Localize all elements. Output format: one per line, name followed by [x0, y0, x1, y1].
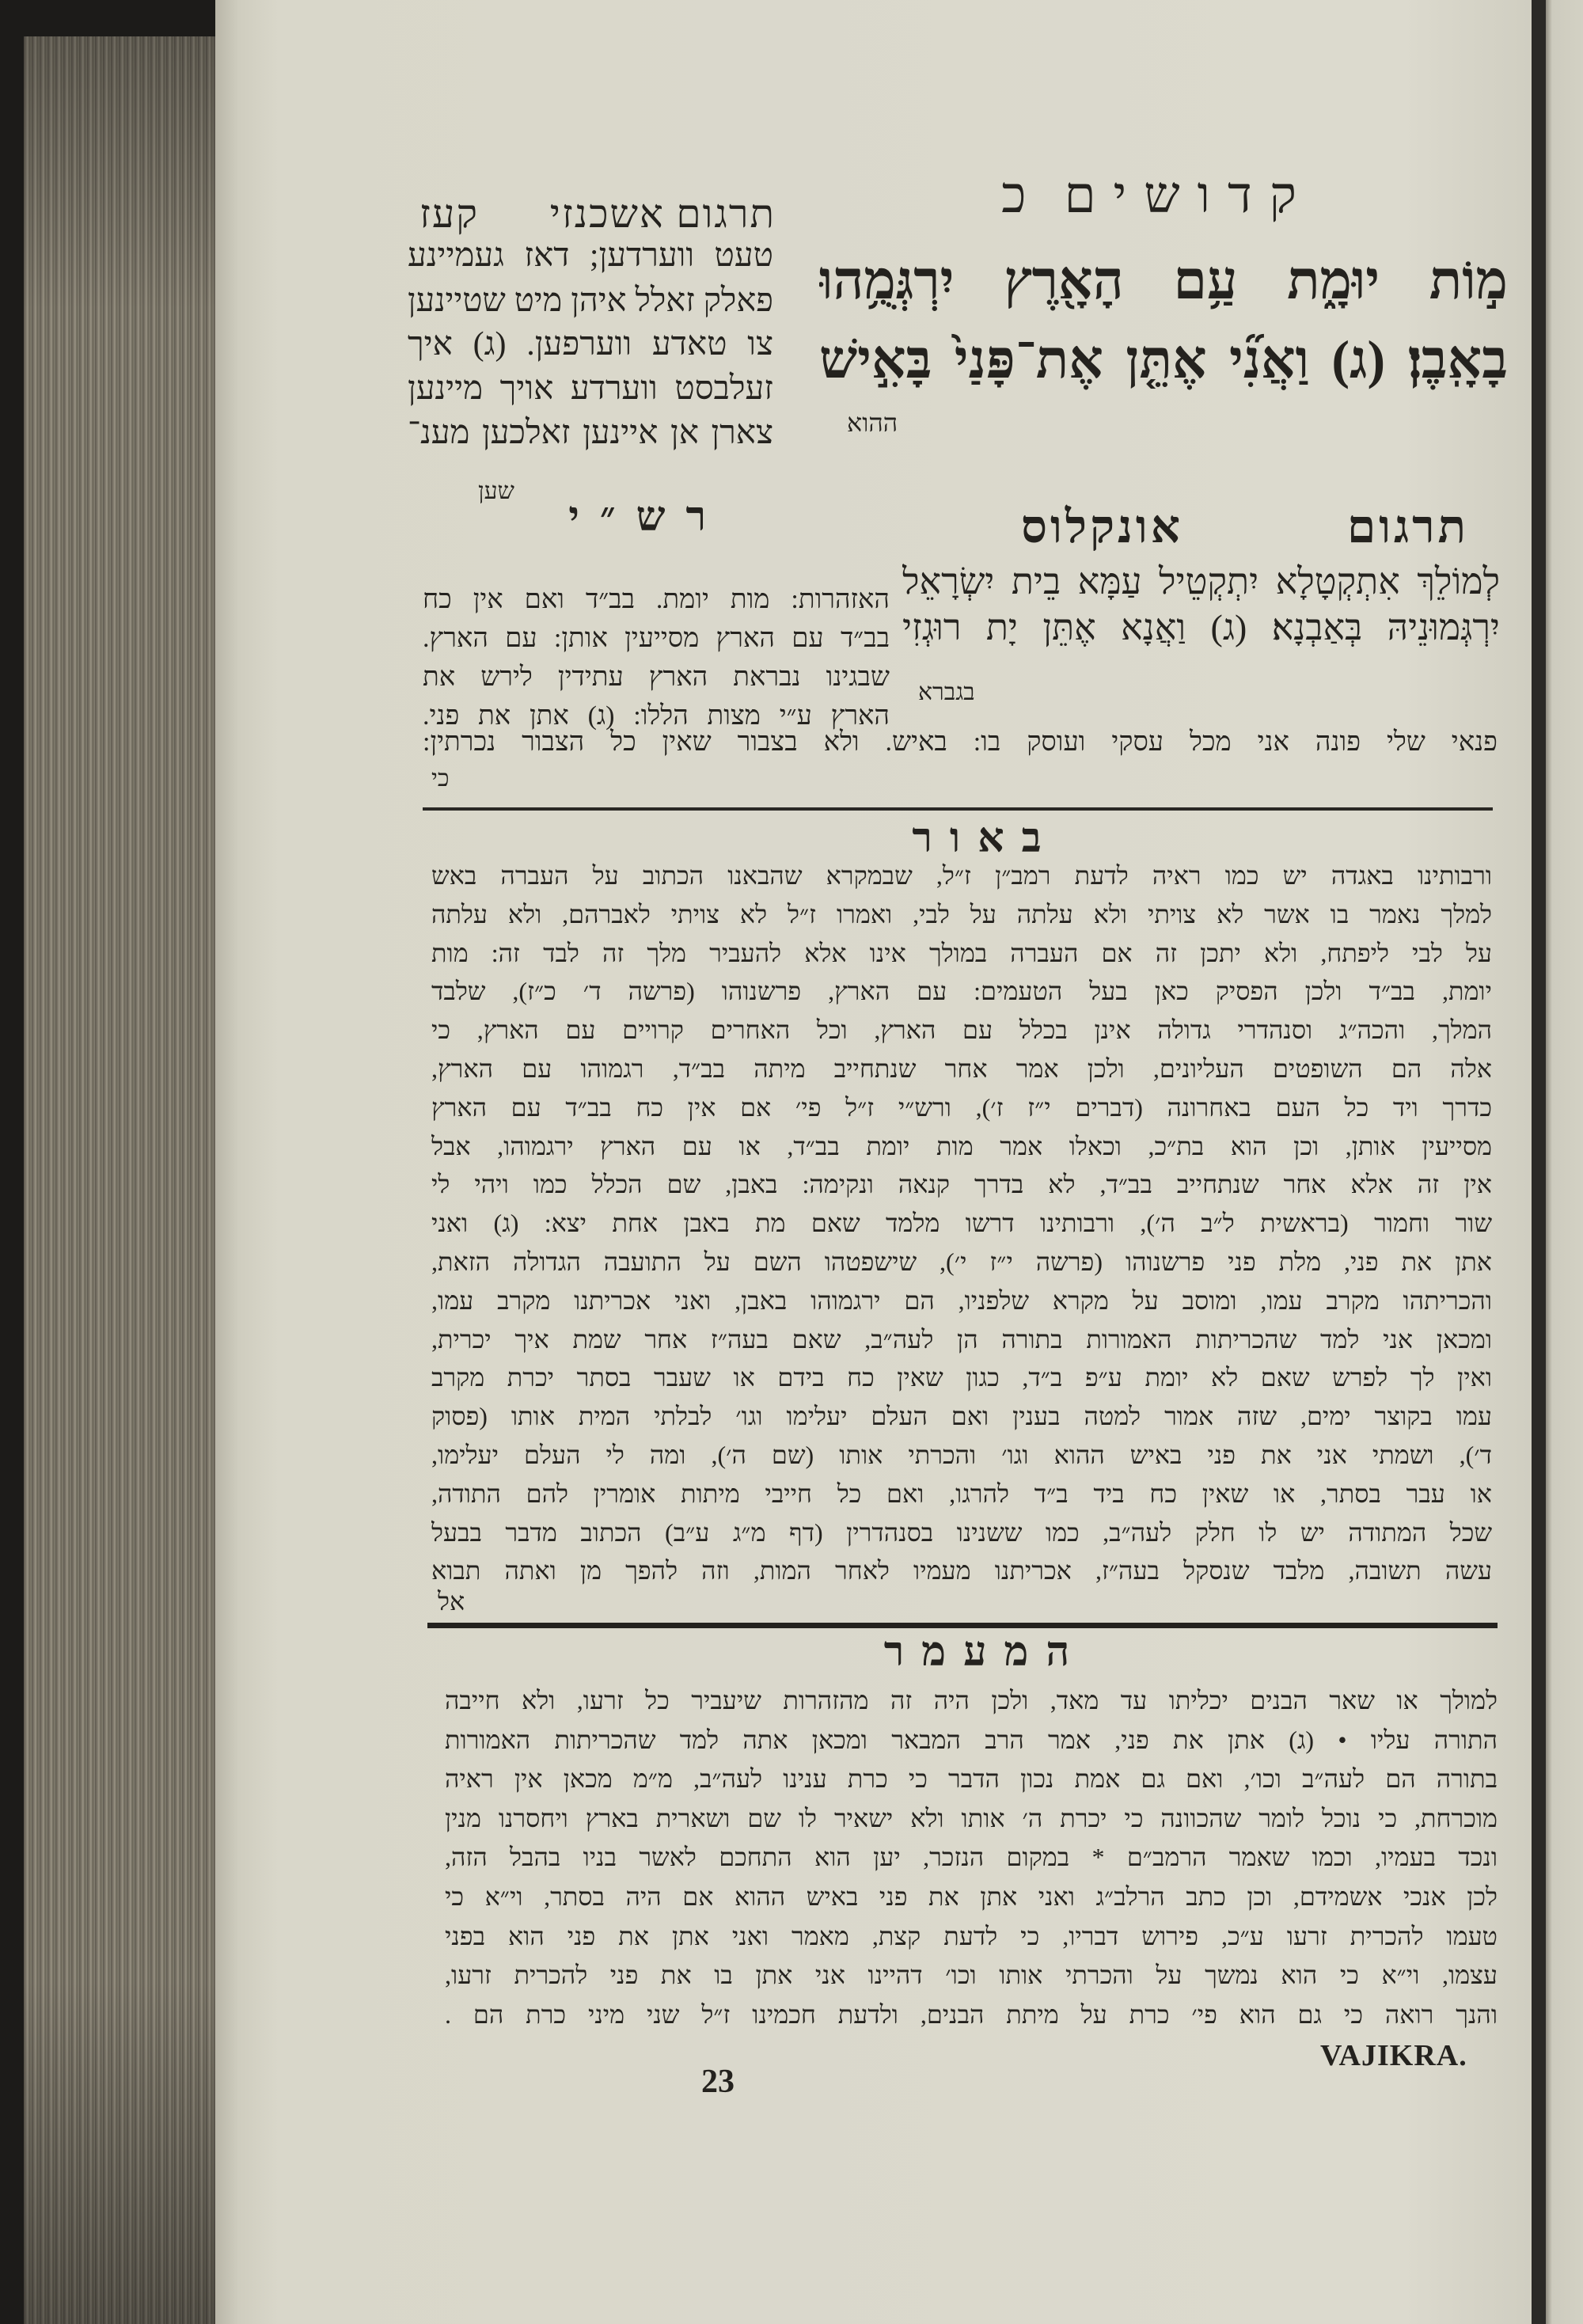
scripture-line: מ֣וֹת יוּמָ֑ת עַ֥ם הָאָ֖רֶץ יִרְגְּמֻ֥הוּ: [819, 250, 1508, 310]
hameamer-line: מוכרחת, כי נוכל לומר שהכוונה כי יכרת ה׳ אותו ולא ישאיר לו שם ושארית בארץ ויחסרנו מנין: [445, 1803, 1498, 1832]
translation-line: טעט ווערדען; דאז געמיינע: [408, 237, 773, 274]
biur-text: [431, 856, 1492, 1590]
biur-line: שכל המתודה יש לו חלק לעה״ב, כמו ששנינו בסנהדרין (דף מ״ג ע״ב) הכתוב מדבר בבעל: [431, 1517, 1492, 1547]
facing-page-edge: [1546, 0, 1583, 2324]
biur-line: המלך, והכה״ג וסנהדרי גדולה אינן בכלל עם הארץ, וכל האחרים קרויים עם הארץ, כי: [431, 1016, 1492, 1045]
biur-line: והכריתהו מקרב עמו, ומוסב על מקרא שלפניו, הם ירגמוהו באבן, ואני אכריתנו מקרב עמו,: [431, 1285, 1492, 1315]
biur-line: כדרך ויד כל העם באחרונה (דברים י״ז ז׳), ורש״י ז״ל פי׳ אם אין כח בב״ד עם הארץ: [431, 1092, 1492, 1122]
heavy-section-divider: [427, 1623, 1498, 1628]
hameamer-text: [445, 1681, 1498, 2034]
page-number: 23: [701, 2064, 735, 2100]
hameamer-line: בתורה הם לעה״ב וכו׳, ואם גם אמת נכון הדבר כי כרת ענינו לעה״ב, מ״מ מכאן אין ראיה: [445, 1764, 1498, 1794]
onkelos-line: לְמוֹלֵךְ אִתְקְטָלָא יִתְקְטֵיל עַמָּא בֵית יִשְׂרָאֵל: [902, 561, 1500, 602]
translation-catchword: שען: [478, 478, 514, 504]
rashi-catchword: כי: [431, 765, 450, 792]
biur-line: אתן את פני, מלת פני פרשנוהו (פרשה י״ז י׳), שישפטהו השם על התועבה הגדולה הזאת,: [431, 1247, 1492, 1276]
translation-line: צארן אן איינען זאלכען מענ־: [408, 415, 773, 451]
hameamer-line: והנך רואה כי גם הוא פי׳ כרת על מיתת הבנים, ולדעת חכמינו ז״ל שני מיני כרת הם .: [445, 1999, 1498, 2029]
biur-line: אין זה אלא אחר שנתחייב בב״ד, לא בדרך קנאה ונקימה: באבן, שם הכלל כמו ויהי לי: [431, 1170, 1492, 1199]
scripture-catchword: ההוא: [847, 408, 898, 437]
translation-line: צו טאדע ווערפען. (ג) איך: [408, 326, 773, 363]
hebrew-page-number: קעז: [419, 192, 479, 236]
translation-title: תרגום אשכנזי: [549, 192, 776, 236]
biur-line: יומת, בב״ד ולכן הפסיק כאן בעל הטעמים: עם הארץ, פרשנוהו (פרשה ד׳ כ״ז), שלבד: [431, 977, 1492, 1006]
running-head-translation: [419, 190, 776, 237]
scripture-text: [819, 241, 1508, 399]
signature-mark: VAJIKRA.: [1320, 2039, 1467, 2072]
translation-line: זעלבסט ווערדע אויך מיינען: [408, 370, 773, 407]
biur-line: מסייעין אותן, וכן הוא בת״כ, וכאלו אמר מות יומת בב״ד, או עם הארץ ירגמוהו, אבל: [431, 1131, 1492, 1160]
rashi-line: האזהרות: מות יומת. בב״ד ואם אין כח: [423, 585, 890, 614]
hameamer-line: לכן אנכי אשמידם, וכן כתב הרלב״ג ואני אתן את פני באיש ההוא אם היה בסתר, וי״א כי: [445, 1882, 1498, 1911]
biur-line: ורבותינו באגדה יש כמו ראיה לדעת רמב״ן ז״ל, שבמקרא שהבאנו הכתוב על העברה באש: [431, 861, 1492, 890]
chapter-number: כ: [1001, 167, 1027, 223]
biur-line: עשה תשובה, מלבד שנסקל בעה״ז, אכריתנו מעמיו לאחר המות, וזה להפך מן ואתה תבוא: [431, 1556, 1492, 1585]
biur-line: ומכאן אני למד שהכריתות האמורות בתורה הן לעה״ב, שאם בעה״ז אחר שמת איך יכרית,: [431, 1324, 1492, 1354]
biur-line: ואין לך לפרש שאם לא יומת ע״פ ב״ד, כגון שאין כח בידם או שעבר בסתר יכרת מקרב: [431, 1363, 1492, 1392]
rashi-line: בב״ד עם הארץ מסייעין אותן: עם הארץ.: [423, 624, 890, 653]
running-head-parsha: [1001, 168, 1314, 223]
translation-line: פאלק זאלל איהן מיט שטיינען: [408, 282, 773, 318]
hameamer-heading: המעמר: [883, 1630, 1088, 1675]
biur-heading: באור: [912, 816, 1059, 861]
rashi-full-width-line: פנאי שלי פונה אני מכל עסקי ועוסק בו: באיש. ולא בצבור שאין כל הצבור נכרתין:: [423, 727, 1498, 757]
rashi-line: הארץ ע״י מצות הללו: (ג) אתן את פני.: [423, 701, 890, 731]
onkelos-catchword: בגברא: [918, 679, 975, 705]
hameamer-line: טעמו להכרית זרעו ע״כ, פירוש דבריו, כי לדעת קצת, מאמר ואני אתן את פני הוא בפני: [445, 1921, 1498, 1950]
hameamer-line: התורה עליו • (ג) אתן את פני, אמר הרב המבאר ומכאן אתה למד שהכריתות האמורות: [445, 1725, 1498, 1754]
biur-line: שור וחמור (בראשית ל״ב ה׳), ורבותינו דרשו מלמד שאם מת באבן אחת יצא: (ג) ואני: [431, 1209, 1492, 1238]
biur-line: על לבי ליפתח, ולא יתכן זה אם העברה במולך אינו אלא להעביר מלך זה לבד זה: מות: [431, 938, 1492, 967]
page-edges-shadow: [24, 36, 215, 2324]
rashi-heading: רש״י: [568, 495, 727, 540]
scripture-line: בָאָֽבֶן׃ (ג) וַאֲנִ֞י אֶתֵּ֤ן אֶת־פָּנַי֙ בָּאִ֣ישׁ: [819, 329, 1508, 389]
section-divider: [423, 807, 1493, 811]
biur-line: למלך נאמר בו אשר לא צויתי ולא עלתה על לבי, ואמרו ז״ל לא צויתי לאברהם, ולא עלתה: [431, 899, 1492, 928]
gutter-shadow: [1532, 0, 1546, 2324]
rashi-line: שבגינו נבראת הארץ עתידין לירש את: [423, 663, 890, 692]
biur-line: ד׳), ושמתי אני את פני באיש ההוא וגו׳ והכרתי אותו (שם ה׳), ומה לי העלם יעלימו,: [431, 1440, 1492, 1469]
onkelos-heading: תרגום אונקלוס: [1021, 501, 1469, 553]
hameamer-line: ונכד בעמיו, וכמו שאמר הרמב״ם * במקום הנזכר, יען הוא התחכם לאשר בניו בהבל הזה,: [445, 1843, 1498, 1872]
hameamer-line: עצמו, וי״א כי הוא נמשך על והכרתי אותו וכו׳ דהיינו אני אתן בו את פני להכרית זרעו,: [445, 1961, 1498, 1990]
onkelos-line: יִרְגְּמוּנֵיהּ בְּאַבְנָא׃ (ג) וַאֲנָא אֶתֵּן יָת רוּגְזִי: [902, 607, 1500, 647]
onkelos-text: [902, 559, 1500, 651]
rashi-text: [423, 580, 890, 735]
parsha-name: קדושים: [1064, 167, 1314, 223]
biur-line: אלה הם השופטים העליונים, ולכן אמר אחר שנתחייב מיתה בב״ד, רגמוהו עם הארץ,: [431, 1054, 1492, 1083]
biur-catchword: אל: [438, 1587, 465, 1616]
translation-text: [408, 234, 773, 455]
biur-line: עמו בקוצר ימים, שזה אמור למטה בענין ואם העלם יעלימו וגו׳ לבלתי המית אותו (פסוק: [431, 1402, 1492, 1431]
hameamer-line: למולך או שאר הבנים יכליתו עד מאד, ולכן היה זה מהזהרות שיעביר כל זרעו, ולא חייבה: [445, 1686, 1498, 1715]
biur-line: או עבר בסתר, או שאין כח ביד ב״ד להרגו, ואם כל חייבי מיתות אומרין להם התודה,: [431, 1479, 1492, 1508]
